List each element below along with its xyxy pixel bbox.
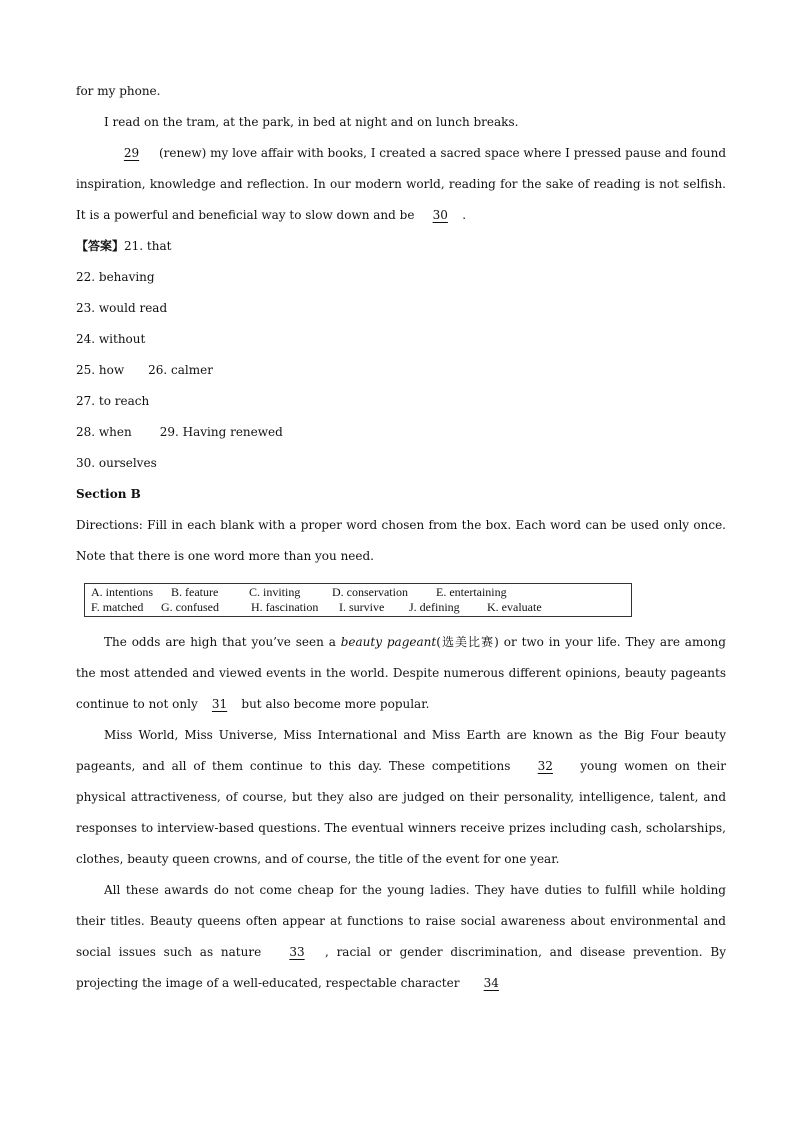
blank-33[interactable]: 33 bbox=[289, 945, 305, 959]
word-box bbox=[84, 583, 632, 617]
answer-24: 24. without bbox=[76, 332, 146, 346]
chinese-gloss: (选美比赛) bbox=[436, 635, 499, 649]
answer-line-21 bbox=[76, 231, 726, 262]
word-option: F. matched bbox=[91, 600, 144, 614]
passage-line-top: for my phone. bbox=[76, 84, 161, 98]
word-option: A. intentions bbox=[91, 585, 153, 599]
answer-line-25-26 bbox=[76, 355, 726, 386]
word-option: H. fascination bbox=[251, 600, 319, 614]
blank-31[interactable]: 31 bbox=[211, 697, 228, 711]
blank-29[interactable]: 29 bbox=[123, 146, 140, 160]
word-option: G. confused bbox=[161, 600, 219, 614]
answer-tag: 【答案】 bbox=[76, 239, 125, 253]
passage-text: The odds are high that you’ve seen a bbox=[104, 635, 336, 649]
answer-21: 21. that bbox=[124, 239, 172, 253]
passage-text: young women on their physical attractiveness, of course, but they also are judged on their personality, intelligence, talent, and responses to interview-based questions. The eventual winners receive prizes including cash, scholarships, clothes, beauty queen crowns, and of course, the title of the event for one year. bbox=[76, 759, 726, 866]
passage-b-paragraph-1 bbox=[76, 627, 726, 720]
answer-30: 30. ourselves bbox=[76, 456, 157, 470]
word-option: J. defining bbox=[409, 600, 460, 614]
blank-34[interactable]: 34 bbox=[483, 976, 499, 990]
answer-22: 22. behaving bbox=[76, 270, 155, 284]
answer-29: 29. Having renewed bbox=[159, 425, 283, 439]
passage-text: or two in your life. They are among the most attended and viewed events in the world. Despite numerous different opinions, beauty pageants continue to not only bbox=[76, 635, 726, 711]
document-page bbox=[76, 76, 726, 999]
blank-30[interactable]: 30 bbox=[432, 208, 448, 222]
passage-text: (renew) my love affair with books, I created a sacred space where I pressed pause and found inspiration, knowledge and reflection. In our modern world, reading for the sake of reading is not selfish. It is a powerful and beneficial way to slow down and be bbox=[76, 146, 726, 222]
directions: Directions: Fill in each blank with a proper word chosen from the box. Each word can be used only once. Note that there is one word more than you need. bbox=[76, 518, 726, 563]
passage-paragraph-final bbox=[76, 138, 726, 231]
answer-26: 26. calmer bbox=[148, 363, 213, 377]
word-option: K. evaluate bbox=[487, 600, 542, 614]
answer-25: 25. how bbox=[76, 363, 125, 377]
word-option: C. inviting bbox=[249, 585, 301, 599]
answer-line-28-29 bbox=[76, 417, 726, 448]
italic-term: beauty pageant bbox=[340, 635, 437, 649]
passage-b-paragraph-3 bbox=[76, 875, 726, 999]
passage-text: but also become more popular. bbox=[241, 697, 430, 711]
period: . bbox=[462, 208, 467, 222]
passage-text: Miss World, Miss Universe, Miss International and Miss Earth are known as the Big Four beauty pageants, and all of them continue to this day. These competitions bbox=[76, 728, 726, 773]
passage-text: , racial or gender discrimination, and disease prevention. By projecting the image of a well-educated, respectable character bbox=[76, 945, 726, 990]
word-option: I. survive bbox=[339, 600, 385, 614]
answer-28: 28. when bbox=[76, 425, 132, 439]
answer-27: 27. to reach bbox=[76, 394, 150, 408]
passage-paragraph-read: I read on the tram, at the park, in bed at night and on lunch breaks. bbox=[104, 115, 519, 129]
passage-b-paragraph-2 bbox=[76, 720, 726, 875]
word-box-row-2 bbox=[91, 600, 625, 615]
word-option: D. conservation bbox=[332, 585, 408, 599]
section-title: Section B bbox=[76, 487, 141, 501]
word-box-row-1 bbox=[91, 585, 625, 600]
passage-text: All these awards do not come cheap for the young ladies. They have duties to fulfill while holding their titles. Beauty queens often appear at functions to raise social awareness about environmental and social issues such as nature bbox=[76, 883, 726, 959]
answer-23: 23. would read bbox=[76, 301, 168, 315]
blank-32[interactable]: 32 bbox=[537, 759, 553, 773]
word-option: E. entertaining bbox=[436, 585, 507, 599]
word-option: B. feature bbox=[171, 585, 219, 599]
